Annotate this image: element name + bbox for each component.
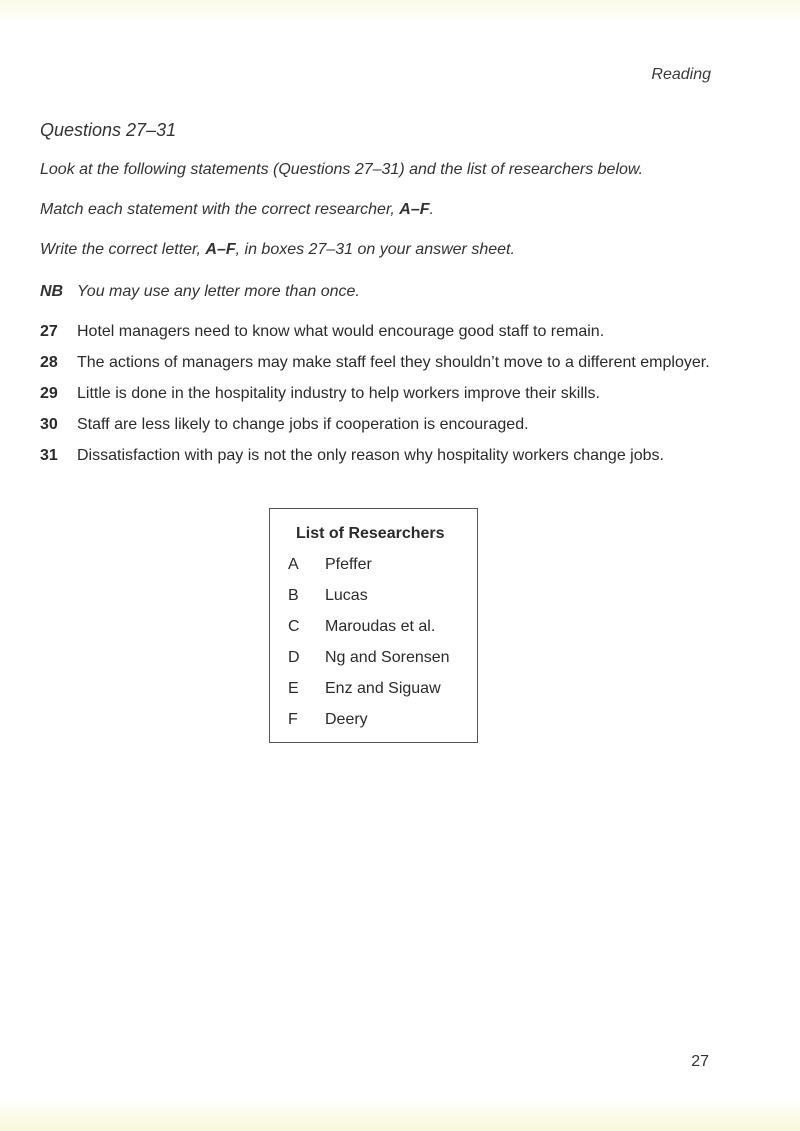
researcher-name: Pfeffer [325, 556, 372, 573]
researcher-item [288, 587, 450, 618]
researcher-list [288, 556, 450, 742]
statement-number: 30 [40, 416, 58, 433]
statement-item [40, 415, 740, 435]
statement-text: The actions of managers may make staff feel they shouldn’t move to a different employer. [77, 354, 710, 371]
researcher-list-box [269, 508, 478, 743]
researcher-name: Deery [325, 711, 368, 728]
researcher-item [288, 618, 450, 649]
statement-item [40, 446, 740, 466]
instruction-line-2-text: Match each statement with the correct researcher, [40, 201, 400, 218]
researcher-letter: C [288, 618, 300, 635]
researcher-letter: F [288, 711, 298, 728]
statement-text: Dissatisfaction with pay is not the only reason why hospitality workers change jobs. [77, 447, 664, 464]
instruction-line-3-end: , in boxes 27–31 on your answer sheet. [235, 241, 515, 258]
researcher-letter: A [288, 556, 299, 573]
researcher-letter: E [288, 680, 299, 697]
researcher-letter: D [288, 649, 300, 666]
statement-text: Staff are less likely to change jobs if cooperation is encouraged. [77, 416, 529, 433]
statement-item [40, 322, 740, 342]
researcher-name: Ng and Sorensen [325, 649, 450, 666]
researcher-item [288, 556, 450, 587]
note-text: You may use any letter more than once. [77, 283, 360, 300]
instruction-line-3 [40, 241, 515, 259]
researcher-item [288, 711, 450, 742]
running-head: Reading [651, 66, 711, 83]
instruction-line-3-range: A–F [205, 241, 236, 258]
instruction-line-2 [40, 201, 434, 219]
instruction-line-2-range: A–F [399, 201, 430, 218]
statement-number: 29 [40, 385, 58, 402]
statement-list [40, 322, 740, 477]
statement-item [40, 353, 740, 373]
page-top-edge [0, 0, 800, 22]
statement-text: Hotel managers need to know what would encourage good staff to remain. [77, 323, 605, 340]
instruction-line-2-end: . [429, 201, 434, 218]
note-label: NB [40, 283, 64, 300]
researcher-item [288, 649, 450, 680]
statement-item [40, 384, 740, 404]
page-bottom-edge [0, 1100, 800, 1131]
researcher-item [288, 680, 450, 711]
note-row [40, 283, 360, 301]
instruction-line-1: Look at the following statements (Questions 27–31) and the list of researchers below. [40, 161, 644, 178]
researcher-letter: B [288, 587, 299, 604]
statement-text: Little is done in the hospitality industry to help workers improve their skills. [77, 385, 600, 402]
instruction-line-3-text: Write the correct letter, [40, 241, 206, 258]
page-number: 27 [691, 1053, 709, 1070]
researcher-name: Maroudas et al. [325, 618, 436, 635]
researcher-name: Enz and Siguaw [325, 680, 441, 697]
section-heading: Questions 27–31 [40, 120, 177, 140]
researcher-name: Lucas [325, 587, 368, 604]
statement-number: 31 [40, 447, 58, 464]
statement-number: 27 [40, 323, 58, 340]
researcher-list-title: List of Researchers [296, 525, 445, 542]
statement-number: 28 [40, 354, 58, 371]
